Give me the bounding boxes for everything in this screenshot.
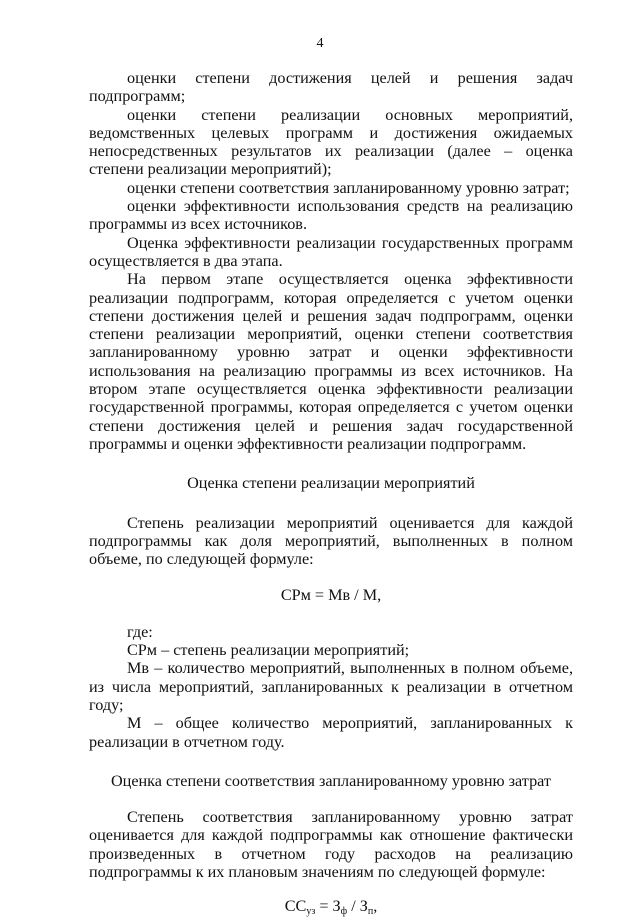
formula-denominator-subscript: п (367, 906, 374, 918)
definition: М – общее количество мероприятий, запланированных к реализации в отчетном году. (89, 714, 573, 751)
paragraph: оценки степени достижения целей и решения задач подпрограмм; (89, 69, 573, 106)
section-heading: Оценка степени реализации мероприятий (187, 474, 475, 493)
formula (89, 897, 573, 921)
paragraph: Степень соответствия запланированному уровню затрат оценивается для каждой подпрограммы как отношение фактически произведенных в отчетном году расходов на реализацию подпрограммы к их плановым значениям по следующей формуле: (89, 808, 573, 881)
page-number: 4 (316, 36, 324, 51)
paragraph: Степень реализации мероприятий оценивается для каждой подпрограммы как доля мероприятий, выполненных в полном объеме, по следующей формуле: (89, 513, 573, 569)
paragraph: оценки степени реализации основных мероприятий, ведомственных целевых программ и достижения ожидаемых непосредственных результатов их реализации (далее – оценка степени реализации мероприятий); (89, 105, 573, 179)
formula-denominator: З (359, 897, 368, 916)
formula: СРм = Мв / М, (280, 586, 382, 605)
paragraph: оценки эффективности использования средств на реализацию программы из всех источников. (89, 197, 573, 234)
definition: СРм – степень реализации мероприятий; (127, 641, 410, 660)
formula-lhs-subscript: уз (306, 906, 316, 918)
formula-numerator-subscript: ф (340, 906, 348, 918)
section-heading: Оценка степени соответствия запланированному уровню затрат (110, 771, 552, 790)
formula-tail: , (373, 897, 378, 916)
formula-lhs: СС (284, 897, 307, 916)
paragraph: оценки степени соответствия запланированному уровню затрат; (127, 178, 570, 197)
formula-divide: / (347, 897, 360, 916)
definition: Мв – количество мероприятий, выполненных в полном объеме, из числа мероприятий, запланированных к реализации в отчетном году; (89, 659, 573, 714)
formula-equals: = (315, 897, 333, 916)
formula-numerator: З (332, 897, 341, 916)
page-content (89, 69, 573, 922)
paragraph: На первом этапе осуществляется оценка эффективности реализации подпрограмм, которая определяется с учетом оценки степени достижения целей и решения задач подпрограмм, оценки степени реализации мероприятий, оценки степени соответствия запланированному уровню затрат и оценки эффективности использования на реализацию программы из всех источников. На втором этапе осуществляется оценка эффективности реализации государственной программы, которая определяется с учетом оценки степени достижения целей и решения задач государственной программы и оценки эффективности реализации подпрограмм. (89, 270, 573, 453)
paragraph: Оценка эффективности реализации государственных программ осуществляется в два этапа. (89, 233, 573, 270)
where-label: где: (127, 622, 153, 641)
